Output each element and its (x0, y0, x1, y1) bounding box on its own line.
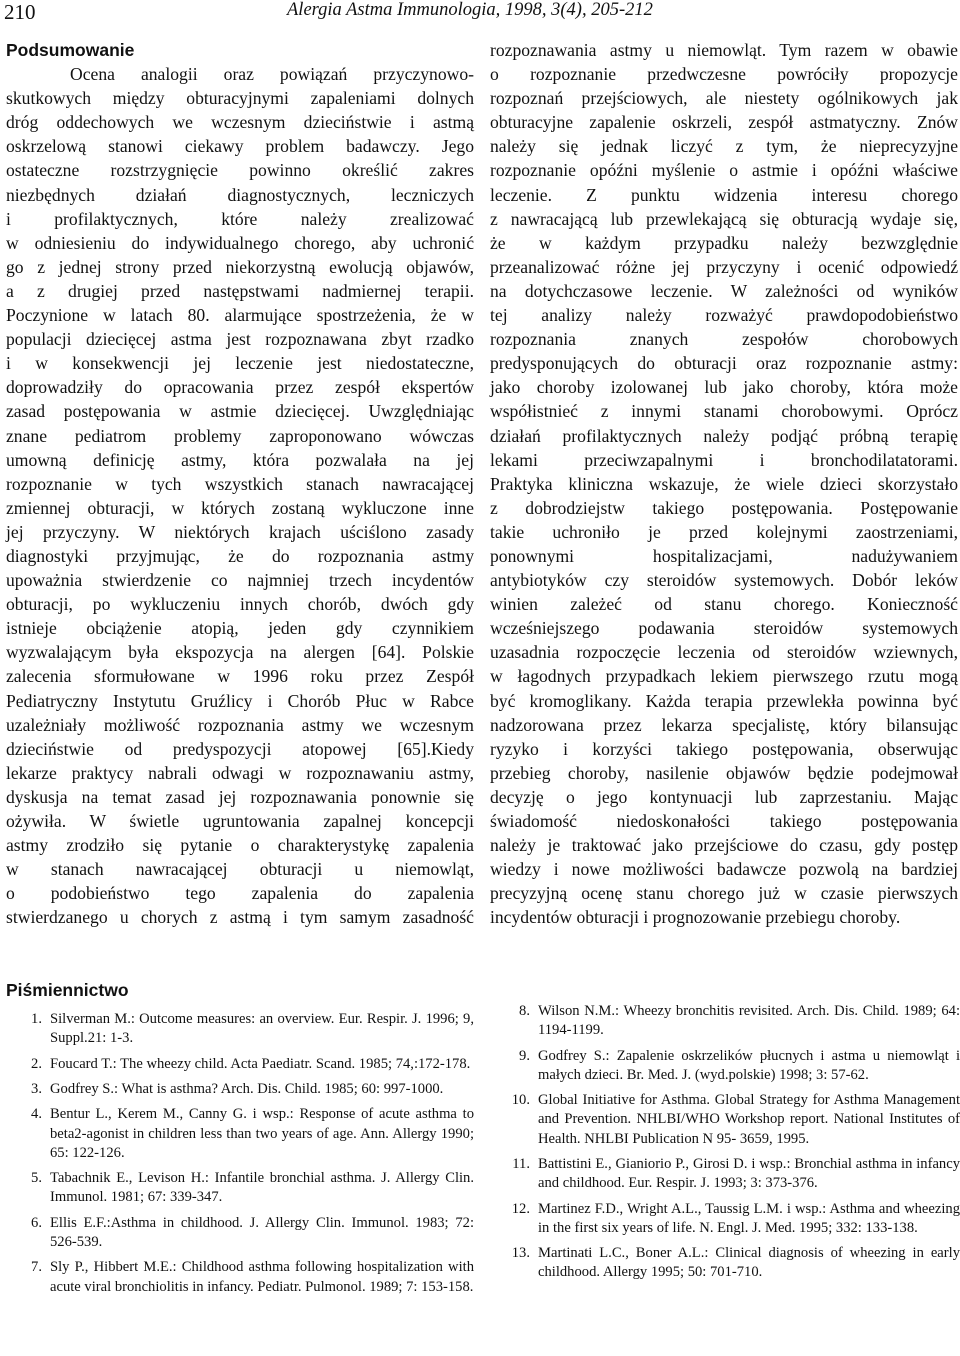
text-line: takie uchroniło je przed kolejnymi zaostrzeniami, (490, 521, 958, 542)
text-line: i profilaktycznych, które należy zrealizować (6, 208, 474, 229)
reference-text: Tabachnik E., Levison H.: Infantile bronchial asthma. J. Allergy Clin. Immunol. 1981; 67: 339-347. (50, 1170, 474, 1206)
text-line: a z drugiej przed następstwami nadmiernej terapii. (6, 280, 474, 301)
text-line: stwierdzanego u chorych z astmą i tym samym zasadność (6, 907, 474, 928)
reference-item (494, 1091, 960, 1149)
text-line: że w każdym przypadku należy bezwzględnie (490, 232, 958, 253)
reference-item (6, 1010, 474, 1048)
text-line: wcześniejszego podawania steroidów systemowych (490, 618, 958, 639)
reference-number: 9. (519, 1047, 530, 1064)
text-line: przeanalizować różne jej przyczyny i ocenić odpowiedź (490, 256, 958, 277)
reference-text: Global Initiative for Asthma. Global Strategy for Asthma Management and Prevention. NHLBI/WHO Workshop report. National Institutes of Health. NHLBI Publication N 95- 3659, 1995. (538, 1092, 960, 1147)
reference-item (6, 1055, 474, 1074)
text-line: ożywiła. W świetle ugruntowania zapalnej koncepcji (6, 811, 474, 831)
text-line: leczenie. Z punktu widzenia interesu chorego (490, 184, 958, 205)
text-line: wyzwalającym była ekspozycja na alergen [64]. Polskie (6, 642, 474, 663)
text-line: Praktyka kliniczna wskazuje, że wiele dzieci skorzystało (490, 473, 958, 494)
reference-number: 12. (511, 1200, 530, 1217)
reference-text: Godfrey S.: What is asthma? Arch. Dis. Child. 1985; 60: 997-1000. (50, 1080, 444, 1097)
text-line: upoważnia stwierdzenie co najmniej trzech incydentów (6, 570, 474, 591)
text-line: obturacyjne zapalenie oskrzeli, zespół astmatyczny. Znów (490, 112, 958, 133)
reference-item (494, 1155, 960, 1193)
summary-left-column (6, 38, 474, 929)
text-line: skutkowych między obturacyjnymi zapaleniami dolnych (6, 88, 474, 109)
text-line: antybiotyków czy steroidów systemowych. Dobór leków (490, 570, 958, 591)
text-line: zmiennej obturacji, w których zostaną wykluczone inne (6, 497, 474, 518)
reference-text: Battistini E., Gianiorio P., Girosi D. i wsp.: Bronchial asthma in infancy and childhood. Eur. Respir. J. 1993; 3: 373-376. (538, 1155, 960, 1192)
text-line: ponownymi hospitalizacjami, nadużywaniem (490, 545, 958, 566)
text-line: nadzorowana przez lekarza specjalistę, który bilansując (490, 714, 958, 735)
text-line: precyzyjną ocenę stanu chorego już w czasie pierwszych (490, 883, 958, 904)
summary-right-column (490, 38, 958, 929)
reference-number: 11. (512, 1155, 530, 1172)
text-line: zasad postępowania w astmie dziecięcej. Uwzględniając (6, 401, 474, 422)
text-line: oskrzelową stanowi ciekawy problem badawczy. Jego (6, 136, 474, 157)
reference-item (6, 1105, 474, 1163)
text-line: Pediatryczny Instytutu Gruźlicy i Chorób Płuc w Rabce (6, 690, 474, 711)
text-line: w łagodnych przypadkach lekiem pierwszego rzutu mogą (490, 666, 958, 687)
text-line: należy je traktować jako przejściowe do czasu, gdy postęp (490, 835, 958, 856)
reference-item (6, 1080, 474, 1099)
text-line: rozpoznania znanych zespołów chorobowych (490, 329, 958, 350)
text-line: jako choroby izolowanej lub jako choroby, która może (490, 377, 958, 398)
text-line: doprowadziły do opracowania przez zespół ekspertów (6, 377, 474, 398)
text-line: z nawracającą lub przewlekającą się obturacją wydaje się, (490, 208, 958, 229)
reference-item (6, 1258, 474, 1296)
reference-item (6, 1169, 474, 1207)
text-line: decyzję o jego kontynuacji lub zaprzestaniu. Mając (490, 786, 958, 807)
text-line: współistnieć z innymi stanami chorobowymi. Oprócz (490, 401, 958, 422)
reference-text: Sly P., Hibbert M.E.: Childhood asthma following hospitalization with acute viral bronchiolitis in infancy. Pediatr. Pulmonol. 1989; 7: 153-158. (50, 1259, 474, 1295)
text-line: tej analizy należy rozważyć prawdopodobieństwo (490, 305, 958, 326)
page-number: 210 (4, 0, 36, 24)
text-line: niezbędnych działań diagnostycznych, leczniczych (6, 184, 474, 205)
reference-text: Silverman M.: Outcome measures: an overview. Eur. Respir. J. 1996; 9, Suppl.21: 1-3. (50, 1011, 474, 1047)
text-line: dyskusja na temat zasad jej rozpoznawania ponownie się (6, 786, 474, 807)
text-line: z dobrodziejstw takiego postępowania. Postępowanie (490, 497, 958, 518)
reference-number: 3. (31, 1080, 42, 1097)
text-line: zalecenia sformułowane w 1996 roku przez Zespół (6, 666, 474, 687)
text-line: obturacji, po wykluczeniu innych chorób, dwóch gdy (6, 594, 474, 615)
text-line: lekarze praktycy nabrali odwagi w rozpoznawaniu astmy, (6, 762, 474, 783)
text-line: go z jednej strony przed niekorzystną ewolucją objawów, (6, 256, 474, 277)
text-line: świadomość niedoskonałości takiego postępowania (490, 811, 958, 831)
text-line: w odniesieniu do indywidualnego chorego, aby uchronić (6, 232, 474, 253)
page-header (0, 0, 960, 28)
text-line: Ocena analogii oraz powiązań przyczynowo- (70, 64, 474, 85)
reference-number: 10. (511, 1092, 530, 1109)
reference-item (494, 1002, 960, 1040)
text-line: rozpoznanie opóźni myślenie o astmie i opóźni właściwe (490, 160, 958, 181)
references-left-column (6, 1010, 474, 1303)
text-line: populacji dziecięcej astma jest rozpoznawana zbyt rzadko (6, 329, 474, 350)
reference-item (494, 1047, 960, 1085)
text-line: dzieciństwie od predyspozycji atopowej [65].Kiedy (6, 738, 474, 759)
text-line: astmy zrodziło się pytanie o charakterystykę zapalenia (6, 835, 474, 856)
text-line: uzasadnia rozpoczęcie leczenia od steroidów wziewnych, (490, 642, 958, 663)
reference-number: 13. (511, 1245, 530, 1262)
reference-text: Wilson N.M.: Wheezy bronchitis revisited. Arch. Dis. Child. 1989; 64: 1194-1199. (538, 1003, 960, 1039)
text-line: o podobieństwo tego zapalenia do zapalenia (6, 883, 474, 904)
reference-number: 2. (31, 1055, 42, 1072)
text-line: wiedzy i nowe możliwości badawcze pozwolą na bardziej (490, 859, 958, 880)
text-line: incydentów obturacji i prognozowanie przebiegu choroby. (490, 907, 901, 928)
text-line: winien zależeć od stanu chorego. Konieczność (490, 594, 958, 615)
text-line: lekami przeciwzapalnymi i bronchodilatatorami. (490, 449, 958, 470)
text-line: rozpoznawania astmy u niemowląt. Tym razem w obawie (490, 40, 958, 60)
references-heading: Piśmiennictwo (6, 980, 129, 1000)
text-line: o rozpoznanie przedwczesne powróciły propozycje (490, 64, 958, 85)
text-line: w stanach nawracającej obturacji u niemowląt, (6, 859, 474, 880)
text-line: predysponujących do obturacji oraz rozpoznanie astmy: (490, 353, 958, 374)
text-line: ryzyko i korzyści takiego postępowania, obserwując (490, 738, 958, 759)
reference-text: Foucard T.: The wheezy child. Acta Paediatr. Scand. 1985; 74,:172-178. (50, 1055, 471, 1072)
text-line: diagnostyki przyjmując, że do rozpoznania astmy (6, 545, 474, 566)
reference-number: 8. (519, 1003, 530, 1019)
reference-item (494, 1200, 960, 1238)
reference-number: 5. (31, 1170, 42, 1187)
text-line: ostateczne rozstrzygnięcie powinno określić zakres (6, 160, 474, 181)
summary-heading: Podsumowanie (6, 40, 135, 60)
references-right-column (494, 1002, 960, 1289)
reference-number: 1. (31, 1011, 42, 1027)
reference-text: Godfrey S.: Zapalenie oskrzelików płucnych i astma u niemowląt i małych dzieci. Br. Med. J. (wyd.polskie) 1998; 3: 57-62. (538, 1047, 960, 1083)
text-line: znane pediatrom problemy zaproponowano wówczas (6, 425, 474, 446)
reference-number: 6. (31, 1214, 42, 1231)
text-line: umowną definicję astmy, która pozwalała na jej (6, 449, 474, 470)
reference-text: Martinati L.C., Boner A.L.: Clinical diagnosis of wheezing in early childhood. Allergy 1995; 50: 701-710. (538, 1245, 960, 1281)
text-line: dróg oddechowych we wczesnym dzieciństwie i astmą (6, 112, 474, 133)
journal-citation: Alergia Astma Immunologia, 1998, 3(4), 205-212 (287, 0, 653, 20)
text-line: i w konsekwencji jej leczenie jest niedostateczne, (6, 353, 474, 374)
reference-item (6, 1214, 474, 1252)
reference-number: 4. (31, 1106, 42, 1123)
text-line: rozpoznań przejściowych, ale niestety ogólnikowych jak (490, 88, 958, 109)
text-line: uzależniały możliwość rozpoznania astmy we wczesnym (6, 714, 474, 735)
text-line: istnieje obciążenie atopią, jeden gdy czynnikiem (6, 618, 474, 639)
text-line: należy się jednak liczyć z tym, że nieprecyzyjne (490, 136, 958, 157)
text-line: rozpoznanie w tych wszystkich stanach nawracającej (6, 473, 474, 494)
text-line: być kromoglikany. Każda terapia przewlekła powinna być (490, 690, 958, 711)
text-line: na dotychczasowe leczenie. W zależności od wyników (490, 280, 958, 301)
reference-text: Ellis E.F.:Asthma in childhood. J. Allergy Clin. Immunol. 1983; 72: 526-539. (50, 1214, 474, 1250)
text-line: Poczynione w latach 80. alarmujące spostrzeżenia, że w (6, 305, 474, 326)
text-line: jej przyczyny. W niektórych krajach uściślono zasady (6, 521, 474, 542)
text-line: przebieg choroby, nasilenie objawów będzie podejmował (490, 762, 958, 783)
reference-text: Martinez F.D., Wright A.L., Taussig L.M. i wsp.: Asthma and wheezing in the first six years of life. N. Engl. J. Med. 1995; 332: 133-138. (538, 1200, 960, 1236)
reference-number: 7. (31, 1259, 42, 1276)
text-line: działań profilaktycznych należy podjąć próbną terapię (490, 425, 958, 446)
reference-text: Bentur L., Kerem M., Canny G. i wsp.: Response of acute asthma to beta2-agonist in children less than two years of age. Ann. Allergy 1990; 65: 122-126. (50, 1106, 474, 1161)
reference-item (494, 1244, 960, 1282)
